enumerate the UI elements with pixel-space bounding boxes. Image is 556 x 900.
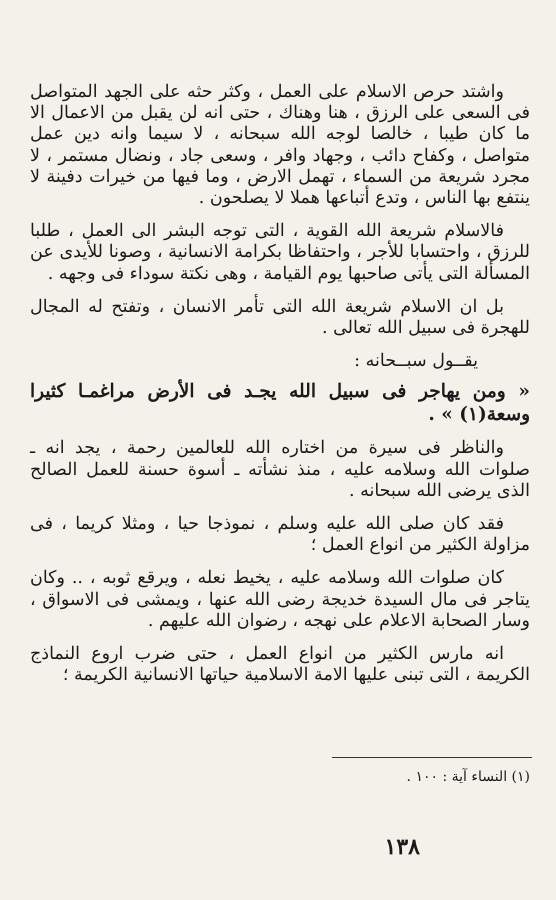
footnote: (١) النساء آية : ١٠٠ . <box>406 769 530 785</box>
footnote-divider <box>332 757 532 758</box>
paragraph-islam-law: فالاسلام شريعة الله القوية ، التى توجه البشر الى العمل ، طلبا للرزق ، واحتسابا للأجر ، واحتفاظا بكرامة الانسانية ، وصونا للأيدى عن المسألة التى يأتى صاحبها يوم القيامة ، وهى نكتة سوداء فى وجهه . <box>30 221 530 284</box>
paragraph-prophet-work: كان صلوات الله وسلامه عليه ، يخيط نعله ، ويرقع ثوبه ، .. وكان يتاجر فى مال السيدة خديجة رضى الله عنها ، ويمشى فى الاسواق ، وسار الصحابة الاعلام على نهجه ، رضوان الله عليهم . <box>30 568 530 631</box>
paragraph-living-model: فقد كان صلى الله عليه وسلم ، نموذجا حيا ، ومثلا كريما ، فى مزاولة الكثير من انواع العمل ؛ <box>30 514 530 556</box>
page-number: ١٣٨ <box>384 834 420 860</box>
paragraph-prophet-example: والناظر فى سيرة من اختاره الله للعالمين رحمة ، يجد انه ـ صلوات الله وسلامه عليه ، منذ نشأته ـ أسوة حسنة للعمل الصالح الذى يرضى الله سبحانه . <box>30 438 530 501</box>
paragraph-migration: بل ان الاسلام شريعة الله التى تأمر الانسان ، وتفتح له المجال للهجرة فى سبيل الله تعالى . <box>30 296 530 339</box>
paragraph-conclusion: انه مارس الكثير من انواع العمل ، حتى ضرب اروع النماذج الكريمة ، التى تبنى عليها الامة الاسلامية حياتها الانسانية الكريمة ؛ <box>30 644 530 686</box>
quote-intro: يقــول سبــحانه : <box>354 351 478 372</box>
quran-quote: « ومن يهاجر فى سبيل الله يجـد فى الأرض مراغمـا كثيرا وسعة(١) » . <box>30 381 530 426</box>
page-body <box>30 82 530 698</box>
paragraph-work-emphasis: واشتد حرص الاسلام على العمل ، وكثر حثه على الجهد المتواصل فى السعى على الرزق ، هنا وهناك ، حتى انه لن يقبل من الاعمال الا ما كان طيبا ، خالصا لوجه الله سبحانه ، لا سيما وانه دين عمل متواصل ، وكفاح دائب ، وجهاد وافر ، وسعى جاد ، ونضال مستمر ، لا مجرد شريعة من السماء ، تهمل الارض ، وما فيها من خيرات دفينة لا ينتفع بها الناس ، وتدع أتباعها هملا لا يصلحون . <box>30 82 530 209</box>
